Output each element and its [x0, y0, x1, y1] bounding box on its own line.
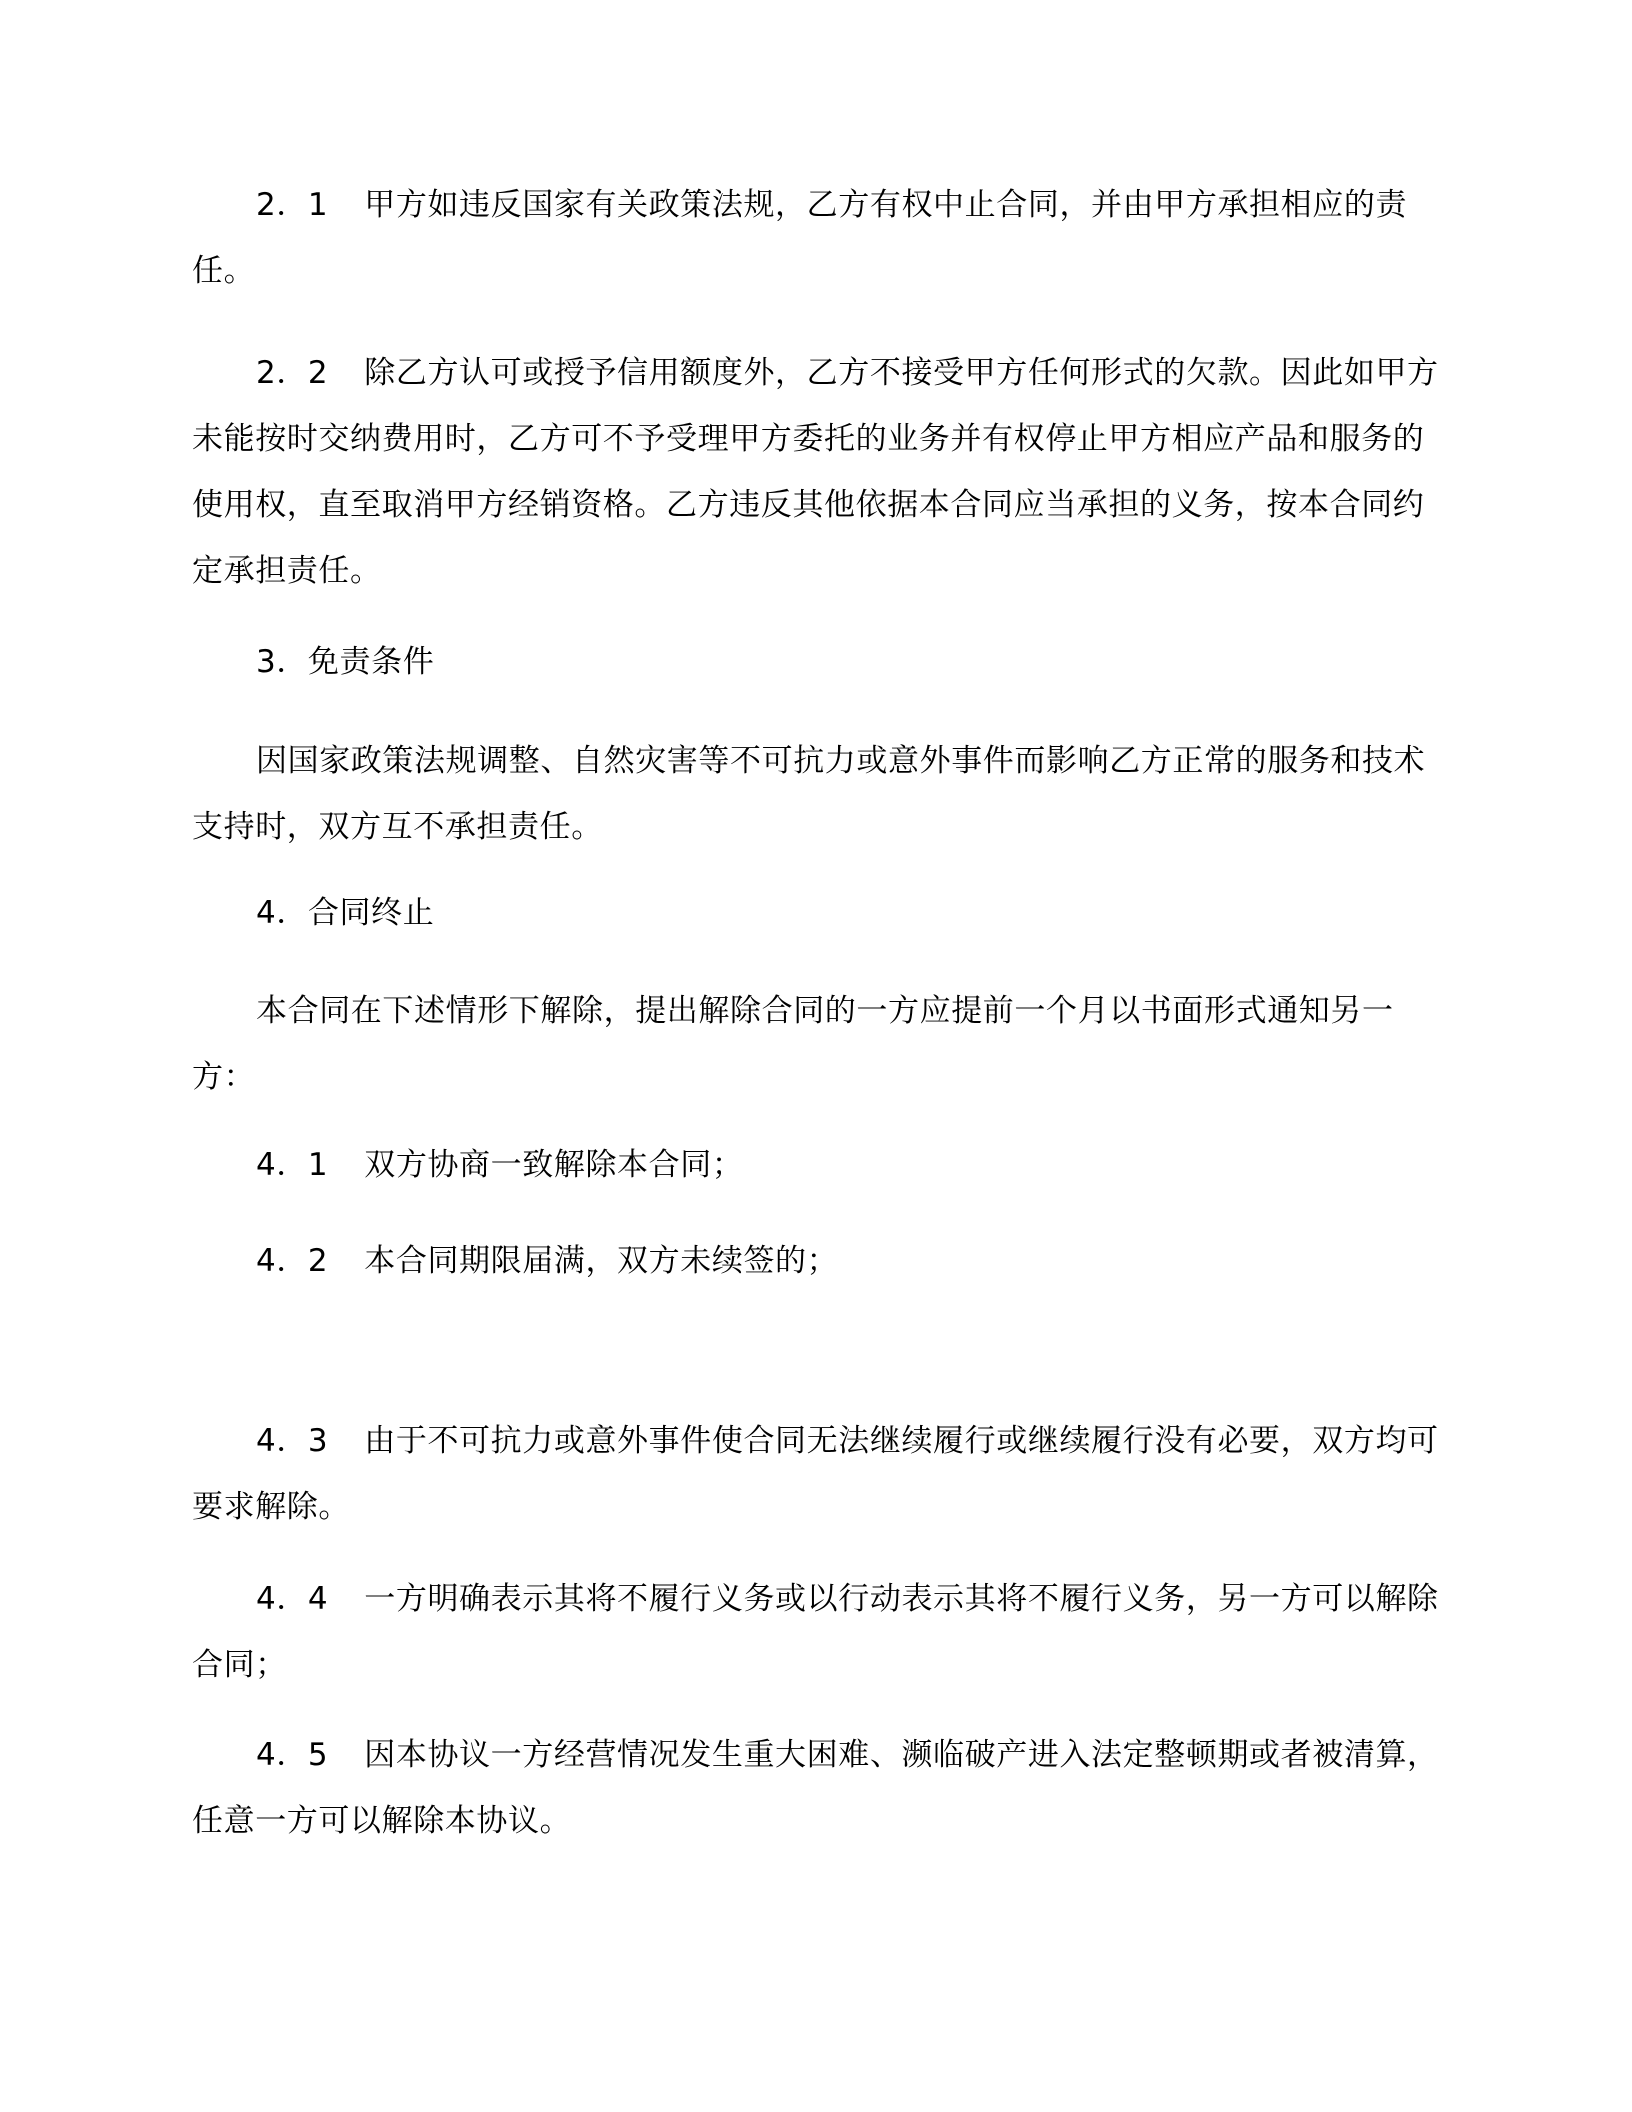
clause-2-1: [192, 172, 1446, 304]
clause-text: 除乙方认可或授予信用额度外，乙方不接受甲方任何形式的欠款。因此如甲方未能按时交纳费用时，乙方可不予受理甲方委托的业务并有权停止甲方相应产品和服务的使用权，直至取消甲方经销资格。乙方违反其他依据本合同应当承担的义务，按本合同约定承担责任。: [192, 355, 1439, 589]
clause-number: 4．3: [256, 1423, 329, 1459]
clause-text: 甲方如违反国家有关政策法规，乙方有权中止合同，并由甲方承担相应的责任。: [192, 187, 1408, 289]
section-3-heading: [192, 629, 1446, 695]
section-heading-text: 3．免责条件: [256, 644, 435, 680]
clause-number: 4．2: [256, 1243, 329, 1279]
clause-text: 双方协商一致解除本合同；: [364, 1147, 744, 1183]
clause-4-2: [192, 1228, 1446, 1294]
clause-text: 一方明确表示其将不履行义务或以行动表示其将不履行义务，另一方可以解除合同；: [192, 1581, 1439, 1683]
clause-4-5: [192, 1722, 1446, 1854]
clause-text: 本合同期限届满，双方未续签的；: [364, 1243, 839, 1279]
clause-number: 4．5: [256, 1737, 329, 1773]
clause-number: 4．4: [256, 1581, 329, 1617]
section-4-intro: [192, 978, 1446, 1110]
section-heading-text: 4．合同终止: [256, 895, 435, 931]
clause-number: 4．1: [256, 1147, 329, 1183]
clause-number: 2．2: [256, 355, 329, 391]
clause-4-4: [192, 1566, 1446, 1698]
clause-text: 由于不可抗力或意外事件使合同无法继续履行或继续履行没有必要，双方均可要求解除。: [192, 1423, 1439, 1525]
clause-4-3: [192, 1408, 1446, 1540]
paragraph-text: 因国家政策法规调整、自然灾害等不可抗力或意外事件而影响乙方正常的服务和技术支持时，双方互不承担责任。: [192, 743, 1426, 845]
clause-4-1: [192, 1132, 1446, 1198]
clause-2-2: [192, 340, 1446, 604]
section-3-body: [192, 728, 1446, 860]
clause-text: 因本协议一方经营情况发生重大困难、濒临破产进入法定整顿期或者被清算，任意一方可以解除本协议。: [192, 1737, 1439, 1839]
clause-number: 2．1: [256, 187, 329, 223]
paragraph-text: 本合同在下述情形下解除，提出解除合同的一方应提前一个月以书面形式通知另一方：: [192, 993, 1394, 1095]
section-4-heading: [192, 880, 1446, 946]
